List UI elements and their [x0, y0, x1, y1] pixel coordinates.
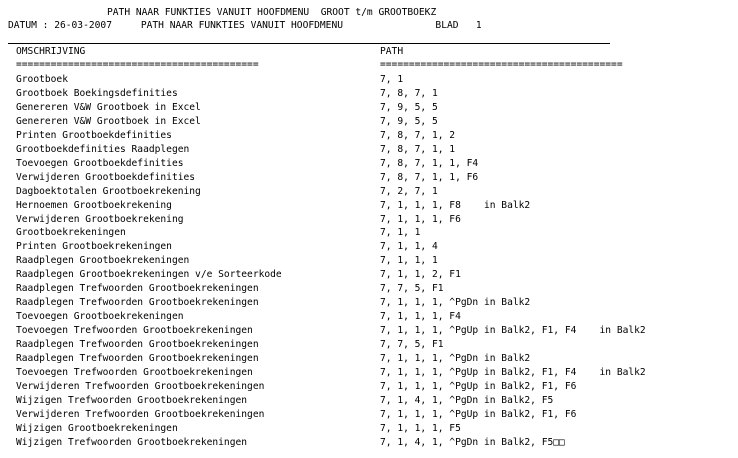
row-path: 7, 9, 5, 5	[380, 115, 438, 127]
row-path: 7, 1, 1, 1, ^PgUp in Balk2, F1, F6	[380, 408, 577, 420]
table-row	[0, 172, 738, 186]
row-description: Raadplegen Trefwoorden Grootboekrekeningen	[16, 339, 259, 351]
table-row	[0, 255, 738, 269]
row-description: Toevoegen Trefwoorden Grootboekrekeningen	[16, 325, 253, 337]
row-description: Wijzigen Trefwoorden Grootboekrekeningen	[16, 436, 248, 448]
row-path: 7, 1, 1, 1, ^PgUp in Balk2, F1, F6	[380, 380, 577, 392]
row-path: 7, 8, 7, 1, 1	[380, 143, 456, 155]
row-path: 7, 9, 5, 5	[380, 101, 438, 113]
row-description: Wijzigen Grootboekrekeningen	[16, 422, 178, 434]
row-path: 7, 1, 4, 1, ^PgDn in Balk2, F5□□	[380, 436, 565, 448]
row-description: Genereren V&W Grootboek in Excel	[16, 101, 201, 113]
table-row	[0, 74, 738, 88]
row-path: 7, 7, 5, F1	[380, 339, 444, 351]
row-description: Raadplegen Grootboekrekeningen	[16, 255, 190, 267]
row-description: Raadplegen Trefwoorden Grootboekrekeningen	[16, 297, 259, 309]
table-row	[0, 200, 738, 214]
row-path: 7, 1, 4, 1, ^PgDn in Balk2, F5	[380, 394, 554, 406]
table-row	[0, 88, 738, 102]
row-description: Grootboekrekeningen	[16, 227, 126, 239]
table-row	[0, 269, 738, 283]
row-description: Grootboek	[16, 74, 68, 85]
column-header-description: OMSCHRIJVING	[16, 46, 86, 57]
row-description: Printen Grootboekrekeningen	[16, 241, 172, 253]
row-path: 7, 1, 1, 1, F8 in Balk2	[380, 199, 531, 211]
table-row	[0, 241, 738, 255]
table-row	[0, 437, 738, 451]
column-rule-path: ==========================================	[380, 59, 623, 70]
row-path: 7, 1, 1, 1, F4	[380, 311, 461, 323]
table-row	[0, 144, 738, 158]
row-description: Genereren V&W Grootboek in Excel	[16, 115, 201, 127]
table-row	[0, 186, 738, 200]
row-description: Grootboekdefinities Raadplegen	[16, 143, 190, 155]
row-path: 7, 8, 7, 1, 1, F6	[380, 171, 479, 183]
report-date-line: DATUM : 26-03-2007 PATH NAAR FUNKTIES VANUIT HOOFDMENU BLAD 1	[8, 20, 482, 31]
row-description: Hernoemen Grootboekrekening	[16, 199, 172, 211]
table-row	[0, 116, 738, 130]
row-description: Toevoegen Trefwoorden Grootboekrekeningen	[16, 367, 253, 379]
header-divider	[8, 43, 610, 44]
table-row	[0, 297, 738, 311]
row-path: 7, 1, 1, 1, F5	[380, 422, 461, 434]
row-description: Verwijderen Grootboekrekening	[16, 213, 184, 225]
table-row	[0, 423, 738, 437]
column-header-path: PATH	[380, 46, 404, 57]
table-row	[0, 283, 738, 297]
table-row	[0, 102, 738, 116]
row-description: Raadplegen Grootboekrekeningen v/e Sorteerkode	[16, 269, 282, 281]
row-path: 7, 8, 7, 1, 2	[380, 129, 456, 141]
table-row	[0, 130, 738, 144]
row-description: Raadplegen Trefwoorden Grootboekrekeningen	[16, 353, 259, 365]
row-path: 7, 2, 7, 1	[380, 185, 438, 197]
table-row	[0, 227, 738, 241]
row-description: Verwijderen Grootboekdefinities	[16, 171, 196, 183]
row-path: 7, 1, 1	[380, 227, 421, 239]
row-description: Wijzigen Trefwoorden Grootboekrekeningen	[16, 394, 248, 406]
table-row	[0, 158, 738, 172]
row-description: Printen Grootboekdefinities	[16, 129, 172, 141]
table-row	[0, 325, 738, 339]
row-path: 7, 1, 1, 1, ^PgDn in Balk2	[380, 353, 531, 365]
table-row	[0, 367, 738, 381]
report-title: PATH NAAR FUNKTIES VANUIT HOOFDMENU GROOT t/m GROOTBOEKZ	[107, 7, 437, 18]
row-path: 7, 7, 5, F1	[380, 283, 444, 295]
row-description: Toevoegen Grootboekdefinities	[16, 157, 184, 169]
table-row	[0, 409, 738, 423]
row-path: 7, 1, 1, 1	[380, 255, 438, 267]
row-path: 7, 8, 7, 1, 1, F4	[380, 157, 479, 169]
row-path: 7, 1	[380, 74, 404, 85]
row-path: 7, 1, 1, 2, F1	[380, 269, 461, 281]
table-row	[0, 311, 738, 325]
table-row	[0, 381, 738, 395]
row-path: 7, 8, 7, 1	[380, 87, 438, 99]
row-description: Grootboek Boekingsdefinities	[16, 87, 178, 99]
row-path: 7, 1, 1, 4	[380, 241, 438, 253]
row-path: 7, 1, 1, 1, ^PgDn in Balk2	[380, 297, 531, 309]
table-row	[0, 353, 738, 367]
table-row	[0, 395, 738, 409]
column-rule-description: ==========================================	[16, 59, 259, 70]
path-table	[0, 74, 738, 451]
table-row	[0, 339, 738, 353]
row-path: 7, 1, 1, 1, F6	[380, 213, 461, 225]
row-description: Verwijderen Trefwoorden Grootboekrekeningen	[16, 408, 265, 420]
row-description: Raadplegen Trefwoorden Grootboekrekeningen	[16, 283, 259, 295]
row-description: Verwijderen Trefwoorden Grootboekrekeningen	[16, 380, 265, 392]
table-row	[0, 214, 738, 228]
row-path: 7, 1, 1, 1, ^PgUp in Balk2, F1, F4 in Balk2	[380, 325, 646, 337]
row-path: 7, 1, 1, 1, ^PgUp in Balk2, F1, F4 in Balk2	[380, 367, 646, 379]
row-description: Dagboektotalen Grootboekrekening	[16, 185, 201, 197]
row-description: Toevoegen Grootboekrekeningen	[16, 311, 184, 323]
